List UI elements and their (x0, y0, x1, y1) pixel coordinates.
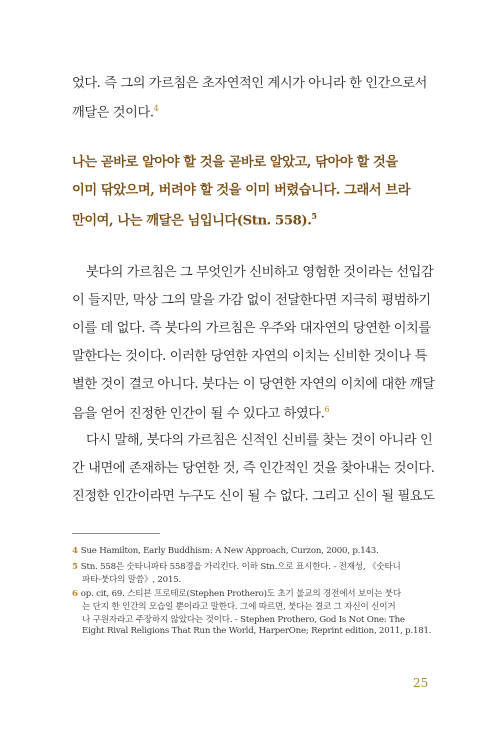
text-line: 간 내면에 존재하는 당연한 것, 즉 인간적인 것을 찾아내는 것이다. (72, 461, 435, 476)
footnote-text: Eight Rival Religions That Run the World, HarperOne; Reprint edition, 2011, p.181. (82, 626, 432, 636)
footnote-ref[interactable]: 6 (324, 405, 330, 414)
text-line: 다시 말해, 붓다의 가르침은 신적인 신비를 찾는 것이 아니라 인 (86, 433, 433, 448)
footnote-text: 는 단지 한 인간의 모습일 뿐이라고 말한다. 그에 따르면, 붓다는 결코 그 자신이 신이거 (82, 602, 396, 612)
quote-line: 이미 닦았으며, 버려야 할 것을 이미 버렸습니다. 그래서 브라 (72, 183, 411, 198)
footnote-divider (72, 533, 160, 534)
text-line: 말한다는 것이다. 이러한 당연한 자연의 이치는 신비한 것이나 특 (72, 349, 427, 364)
footnote-text: op. cit, 69. 스티븐 프로테로(Stephen Prothero)도 초기 불교의 경전에서 보이는 붓다 (80, 589, 401, 599)
text-line (72, 406, 329, 421)
footnote-5 (72, 560, 432, 585)
text-span: 만이여, 나는 깨달은 님입니다(Stn. 558). (72, 213, 312, 229)
footnote-text: Sue Hamilton, Early Buddhism: A New Approach, Curzon, 2000, p.143. (80, 546, 379, 556)
footnote-ref[interactable]: 4 (153, 104, 159, 113)
footnote-4 (72, 546, 432, 556)
text-line: 었다. 즉 그의 가르침은 초자연적인 계시가 아니라 한 인간으로서 (72, 76, 427, 91)
text-line: 별한 것이 결코 아니다. 붓다는 이 당연한 자연의 이치에 대한 깨달 (72, 377, 435, 392)
footnote-number: 6 (72, 589, 78, 599)
footnote-text: 파타-붓다의 말씀》, 2015. (82, 575, 182, 585)
footnote-text: 나 구원자라고 주장하지 않았다는 것이다. - Stephen Prothero, God Is Not One: The (82, 615, 405, 625)
text-span: 음을 얻어 진정한 인간이 될 수 있다고 하였다. (72, 406, 325, 422)
page-number: 25 (413, 676, 429, 690)
footnote-text: Stn. 558은 숫타니파타 558경을 가리킨다. 이하 Stn.으로 표시한다. - 전재성, 《숫타니 (80, 562, 401, 572)
text-line: 이를 데 없다. 즉 붓다의 가르침은 우주와 대자연의 당연한 이치를 (72, 321, 431, 336)
footnote-number: 5 (72, 562, 78, 572)
footnote-6 (72, 587, 432, 636)
text-line: 진정한 인간이라면 누구도 신이 될 수 없다. 그리고 신이 될 필요도 (72, 489, 435, 504)
quote-line: 나는 곧바로 알아야 할 것을 곧바로 알았고, 닦아야 할 것을 (72, 155, 398, 170)
footnote-number: 4 (72, 546, 78, 556)
text-line: 이 들지만, 막상 그의 말을 가감 없이 전달한다면 지극히 평범하기 (72, 293, 431, 308)
text-span: 깨달은 것이다. (72, 105, 154, 121)
text-line: 붓다의 가르침은 그 무엇인가 신비하고 영험한 것이라는 선입감 (86, 265, 434, 280)
footnote-ref[interactable]: 5 (311, 211, 317, 221)
quote-line (72, 212, 317, 228)
text-line (72, 105, 158, 120)
